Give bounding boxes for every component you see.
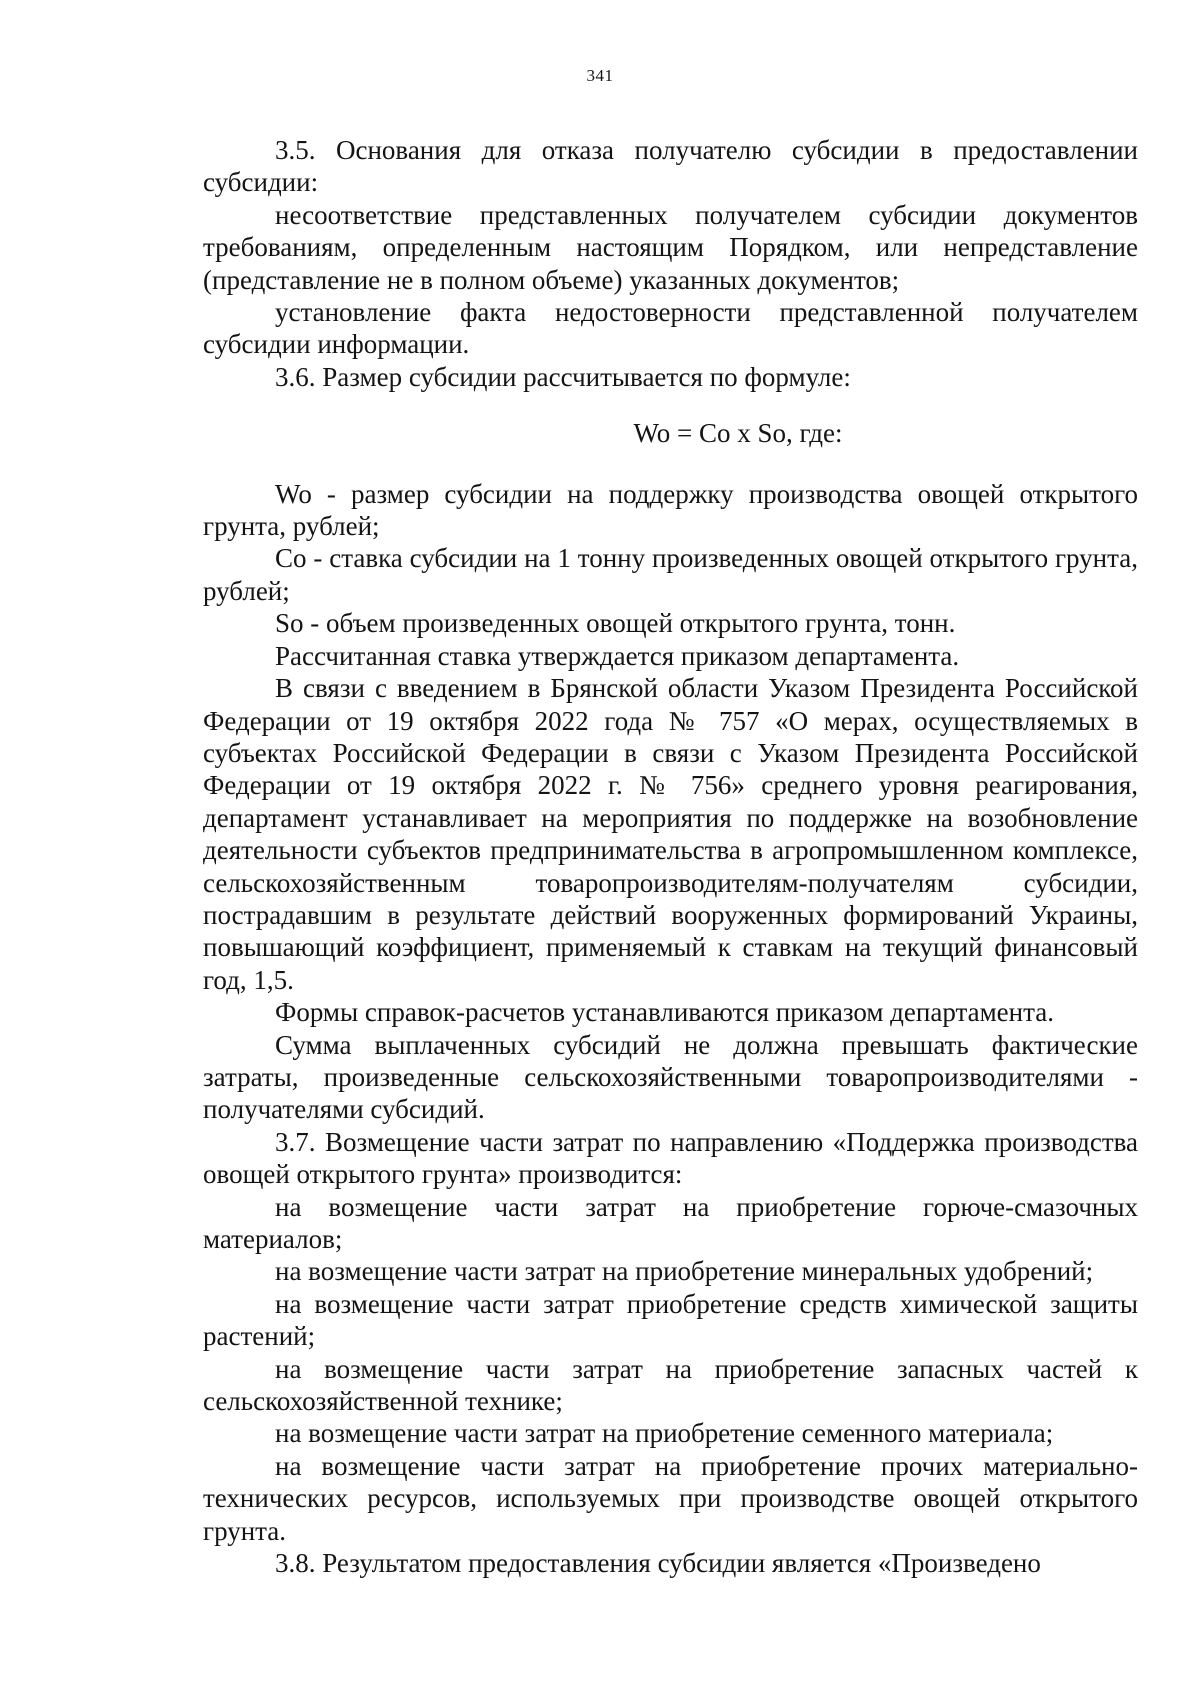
paragraph-3-8: 3.8. Результатом предоставления субсидии является «Произведено [275, 1548, 1041, 1579]
paragraph-refusal-ground-documents: несоответствие представленных получателем субсидии документов требованиям, определенным настоящим Порядком, или непредставление (представление не в полном объеме) указанных документов; [203, 199, 1138, 295]
paragraph-refusal-ground-information: установление факта недостоверности представленной получателем субсидии информации. [203, 297, 1138, 360]
paragraph-so-definition: So - объем произведенных овощей открытого грунта, тонн. [275, 608, 956, 639]
list-item-seed: на возмещение части затрат на приобретение семенного материала; [275, 1418, 1054, 1449]
list-item-spare-parts: на возмещение части затрат на приобретение запасных частей к сельскохозяйственной технике; [203, 1353, 1138, 1417]
document-body [203, 134, 1138, 1579]
paragraph-co-definition: Co - ставка субсидии на 1 тонну произведенных овощей открытого грунта, рублей; [203, 543, 1138, 606]
paragraph-3-5: 3.5. Основания для отказа получателю субсидии в предоставлении субсидии: [203, 135, 1138, 198]
paragraph-3-7: 3.7. Возмещение части затрат по направлению «Поддержка производства овощей открытого грунта» производится: [203, 1126, 1138, 1190]
list-item-plant-protection: на возмещение части затрат приобретение средств химической защиты растений; [203, 1288, 1138, 1352]
paragraph-sum-limit: Сумма выплаченных субсидий не должна превышать фактические затраты, произведенные сельскохозяйственными товаропроизводителями - получателями субсидий. [203, 1029, 1138, 1125]
paragraph-wo-definition: Wo - размер субсидии на поддержку производства овощей открытого грунта, рублей; [203, 478, 1138, 542]
paragraph-forms: Формы справок-расчетов устанавливаются приказом департамента. [275, 997, 1054, 1028]
list-item-fuel: на возмещение части затрат на приобретение горюче-смазочных материалов; [203, 1191, 1138, 1254]
paragraph-3-6: 3.6. Размер субсидии рассчитывается по формуле: [275, 361, 851, 392]
paragraph-coefficient: В связи с введением в Брянской области Указом Президента Российской Федерации от 19 октября 2022 года № 757 «О мерах, осуществляемых в субъектах Российской Федерации в связи с Указом Президента Российской Федерации от 19 октября 2022 г. № 756» среднего уровня реагирования, департамент устанавливает на мероприятия по поддержке на возобновление деятельности субъектов предпринимательства в агропромышленном комплексе, сельскохозяйственным товаропроизводителям-получателям субсидии, пострадавшим в результате действий вооруженных формирований Украины, повышающий коэффициент, применяемый к ставкам на текущий финансовый год, 1,5. [203, 673, 1138, 995]
list-item-other-resources: на возмещение части затрат на приобретение прочих материально-технических ресурсов, используемых при производстве овощей открытого грунта. [203, 1450, 1138, 1546]
paragraph-rate-approval: Рассчитанная ставка утверждается приказом департамента. [275, 640, 960, 671]
list-item-fertilizers: на возмещение части затрат на приобретение минеральных удобрений; [275, 1256, 1094, 1287]
formula: Wo = Co x So, где: [633, 418, 843, 449]
page-number: 341 [586, 66, 614, 85]
